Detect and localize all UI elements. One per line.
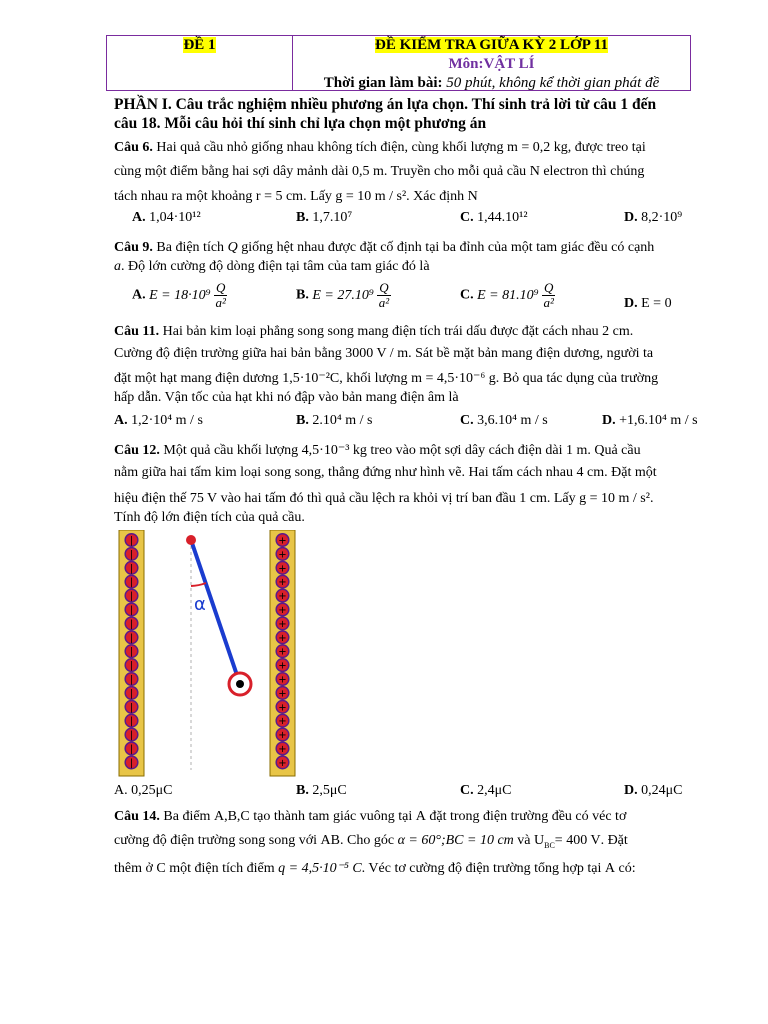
q11-line4: hấp dẫn. Vận tốc của hạt khi nó đập vào bản mang điện âm là [114,390,459,405]
charged-ball [229,673,251,695]
q11-option-a[interactable]: A. 1,2·10⁴ m / s [114,413,203,428]
plate-charge-left-sign: | [129,646,134,658]
plate-charge-left-sign: | [129,591,134,603]
plate-charge-right-sign: + [278,688,287,700]
q12-option-a[interactable]: A. 0,25μC [114,783,173,798]
exam-code: ĐỀ 1 [183,37,216,53]
q6-line3: tách nhau ra một khoảng r = 5 cm. Lấy g = 10 m / s². Xác định N [114,189,478,204]
q9-option-a[interactable]: A. E = 18·10⁹ $\frac{Q}{\text{a²}}$ [132,280,226,310]
plate-charge-right-sign: + [278,660,287,672]
q11-option-d[interactable]: D. +1,6.10⁴ m / s [602,413,698,428]
plate-charge-left-sign: | [129,674,134,686]
left-plate [119,530,144,776]
q12-line4: Tính độ lớn điện tích của quả cầu. [114,510,305,525]
plate-charge-right-sign: + [278,632,287,644]
q9-line2: a. Độ lớn cường độ dòng điện tại tâm của tam giác đó là [114,259,430,274]
exam-code-cell [107,36,293,90]
plate-charge-left-sign: | [129,757,134,769]
plate-charge-left-sign: | [129,535,134,547]
q9-option-d[interactable]: D. E = 0 [624,296,672,311]
plate-charge-right-sign: + [278,605,287,616]
plate-charge-right-sign: + [278,618,287,630]
pendulum-figure [118,530,318,780]
q12-option-b[interactable]: B. 2,5μC [296,783,347,798]
q14-line2: cường độ điện trường song song với AB. Cho góc α = 60°;BC = 10 cm và $U_{BC}= 400$ V. Đặt [114,833,628,850]
q9-option-c[interactable]: C. E = 81.10⁹ $\frac{Q}{\text{a²}}$ [460,280,554,310]
q12-option-d[interactable]: D. 0,24μC [624,783,683,798]
plate-charge-left-sign: | [129,577,134,589]
plate-charge-left-sign: | [129,618,134,630]
plate-charge-left-sign: | [129,688,134,700]
plate-charge-right-sign: + [278,535,287,547]
q12-line1: Câu 12. Một quả cầu khối lượng 4,5·10⁻³ kg treo vào một sợi dây cách điện dài 1 m. Quả cầu [114,443,641,458]
q6-option-a[interactable]: A. 1,04·10¹² [132,210,201,225]
plate-charge-right-sign: + [278,757,287,769]
q6-line2: cùng một điểm bằng hai sợi dây mảnh dài 0,5 m. Truyền cho mỗi quả cầu N electron thì chúng [114,164,645,179]
part-heading-line2: câu 18. Mỗi câu hỏi thí sinh chỉ lựa chọn một phương án [114,115,487,132]
plate-charge-left-sign: | [129,563,134,575]
angle-label: α [194,594,206,615]
plate-charge-right-sign: + [278,674,287,686]
q6-option-b[interactable]: B. 1,7.10⁷ [296,210,353,225]
plate-charge-left-sign: | [129,744,134,755]
exam-title-cell [293,36,690,90]
q11-option-b[interactable]: B. 2.10⁴ m / s [296,413,373,428]
plate-charge-right-sign: + [278,730,287,742]
plate-charge-left-sign: | [129,605,134,616]
q14-line3: thêm ở C một điện tích điểm q = 4,5·10⁻⁵ C. Véc tơ cường độ điện trường tổng hợp tại A có: [114,861,636,876]
plate-charge-left-sign: | [129,632,134,644]
pivot-point [186,535,196,545]
plate-charge-right-sign: + [278,563,287,575]
plate-charge-left-sign: | [129,549,134,561]
plate-charge-right-sign: + [278,646,287,658]
plate-charge-right-sign: + [278,577,287,589]
q6-line1: Câu 6. Hai quả cầu nhỏ giống nhau không tích điện, cùng khối lượng m = 0,2 kg, được treo tại [114,140,646,155]
plate-charge-left-sign: | [129,660,134,672]
plate-charge-right-sign: + [278,591,287,603]
plate-charge-left-sign: | [129,702,134,714]
q12-option-c[interactable]: C. 2,4μC [460,783,512,798]
q11-line2: Cường độ điện trường giữa hai bản bằng 3000 V / m. Sát bề mặt bản mang điện dương, người ta [114,346,654,361]
angle-arc [191,583,206,586]
right-plate [270,530,295,776]
q6-option-c[interactable]: C. 1,44.10¹² [460,210,528,225]
exam-time: Thời gian làm bài: 50 phút, không kể thời gian phát đề [323,75,660,91]
q12-line3: hiệu điện thế 75 V vào hai tấm đó thì quả cầu lệch ra khỏi vị trí ban đầu 1 cm. Lấy g = 10 m / s². [114,491,654,506]
plate-charge-left-sign: | [129,730,134,742]
part-heading-line1: PHẦN I. Câu trắc nghiệm nhiều phương án lựa chọn. Thí sinh trả lời từ câu 1 đến [114,96,657,113]
exam-header [106,35,691,91]
q9-line1: Câu 9. Ba điện tích Q giống hệt nhau được đặt cố định tại ba đỉnh của một tam giác đều có cạnh [114,240,655,255]
exam-title: ĐỀ KIỂM TRA GIỮA KỲ 2 LỚP 11 [375,37,608,53]
q9-option-b[interactable]: B. E = 27.10⁹ $\frac{Q}{\text{a²}}$ [296,280,390,310]
q12-line2: nằm giữa hai tấm kim loại song song, thẳng đứng như hình vẽ. Hai tấm cách nhau 4 cm. Đặt một [114,465,657,480]
q6-option-d[interactable]: D. 8,2·10⁹ [624,210,683,225]
q11-option-c[interactable]: C. 3,6.10⁴ m / s [460,413,548,428]
plate-charge-right-sign: + [278,549,287,561]
plate-charge-right-sign: + [278,716,287,728]
q11-line3: đặt một hạt mang điện dương 1,5·10⁻²C, khối lượng m = 4,5·10⁻⁶ g. Bỏ qua tác dụng của trường [114,371,659,386]
q14-line1: Câu 14. Ba điểm A,B,C tạo thành tam giác vuông tại A đặt trong điện trường đều có véc tơ [114,809,627,824]
plate-charge-left-sign: | [129,716,134,728]
q11-line1: Câu 11. Hai bản kim loại phẳng song song mang điện tích trái dấu được đặt cách nhau 2 cm. [114,324,634,339]
exam-subject: Môn:VẬT LÍ [448,56,535,72]
plate-charge-right-sign: + [278,744,287,755]
plate-charge-right-sign: + [278,702,287,714]
